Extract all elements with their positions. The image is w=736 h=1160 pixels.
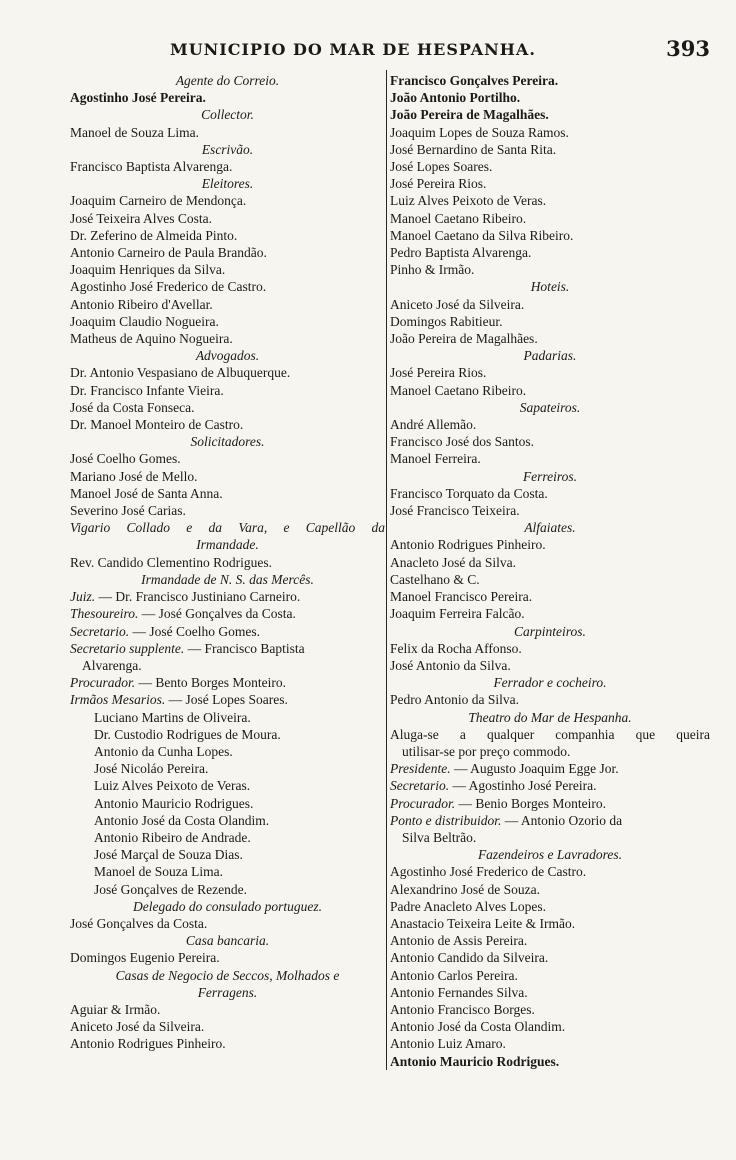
list-item: José Antonio da Silva. <box>390 657 511 673</box>
list-item: Antonio Fernandes Silva. <box>390 984 528 1000</box>
member-name: Antonio Ribeiro de Andrade. <box>94 829 251 845</box>
list-item: Aniceto José da Silveira. <box>390 296 525 312</box>
member-name: José Nicoláo Pereira. <box>94 761 209 777</box>
role-label: Thesoureiro. <box>70 606 139 622</box>
running-title: MUNICIPIO DO MAR DE HESPANHA. <box>170 40 536 59</box>
member-name: Manoel de Souza Lima. <box>94 864 223 880</box>
list-item: Pinho & Irmão. <box>390 262 475 278</box>
section-heading: Vigario Collado e da Vara, e Capellão da <box>70 520 385 536</box>
list-item: Francisco Baptista Alvarenga. <box>70 159 233 175</box>
section-heading: Irmandade. <box>196 537 259 553</box>
role-entry <box>70 623 385 640</box>
section-heading: Solicitadores. <box>190 434 265 450</box>
member-name: Antonio José da Costa Olandim. <box>94 812 270 828</box>
list-item: Antonio Rodrigues Pinheiro. <box>390 537 546 553</box>
role-label: Presidente. <box>390 761 451 777</box>
section-heading: Irmandade de N. S. das Mercês. <box>141 571 314 587</box>
list-item: Francisco José dos Santos. <box>390 434 534 450</box>
section-heading: Ferreiros. <box>522 468 578 484</box>
section-heading: Ferragens. <box>197 984 258 1000</box>
list-item: João Antonio Portilho. <box>390 90 521 106</box>
list-item: Anastacio Teixeira Leite & Irmão. <box>390 915 576 931</box>
role-holder: — José Gonçalves da Costa. <box>138 606 296 622</box>
role-holder: — José Lopes Soares. <box>165 692 288 708</box>
list-item: Francisco Torquato da Costa. <box>390 485 548 501</box>
role-label: Juiz. <box>70 589 96 605</box>
list-item: Manoel Caetano Ribeiro. <box>390 210 527 226</box>
continuation-line: Alvarenga. <box>82 657 142 673</box>
list-item: Alexandrino José de Souza. <box>390 881 540 897</box>
role-holder: — Antonio Ozorio da <box>501 812 623 828</box>
role-label: Secretario. <box>390 778 450 794</box>
member-name: Antonio Mauricio Rodrigues. <box>94 795 254 811</box>
list-item: Antonio Francisco Borges. <box>390 1001 535 1017</box>
list-item: Joaquim Lopes de Souza Ramos. <box>390 124 569 140</box>
role-holder: — Agostinho José Pereira. <box>449 778 597 794</box>
list-item: Severino José Carias. <box>70 503 186 519</box>
role-label: Secretario supplente. <box>70 640 185 656</box>
member-name: José Gonçalves de Rezende. <box>94 881 247 897</box>
member-name: Antonio da Cunha Lopes. <box>94 743 233 759</box>
member-name: Luciano Martins de Oliveira. <box>94 709 251 725</box>
role-entry <box>390 812 710 829</box>
list-item: Rev. Candido Clementino Rodrigues. <box>70 554 272 570</box>
list-item: Dr. Zeferino de Almeida Pinto. <box>70 227 238 243</box>
list-item: Dr. Francisco Infante Vieira. <box>70 382 224 398</box>
list-item: Domingos Eugenio Pereira. <box>70 950 220 966</box>
section-heading: Casa bancaria. <box>185 933 270 949</box>
page-number: 393 <box>666 36 710 61</box>
section-heading: Casas de Negocio de Seccos, Molhados e <box>115 967 340 983</box>
role-entry <box>390 795 710 812</box>
section-heading: Hoteis. <box>530 279 570 295</box>
role-label: Secretario. <box>70 623 130 639</box>
role-holder: — Dr. Francisco Justiniano Carneiro. <box>95 589 301 605</box>
role-entry <box>70 588 385 605</box>
role-entry <box>70 674 385 691</box>
role-entry <box>70 605 385 622</box>
list-item: Aguiar & Irmão. <box>70 1001 161 1017</box>
section-heading: Delegado do consulado portuguez. <box>133 898 322 914</box>
list-item: Pedro Antonio da Silva. <box>390 692 519 708</box>
list-item: Castelhano & C. <box>390 571 480 587</box>
role-label: Ponto e distribuidor. <box>390 812 502 828</box>
list-item: José Lopes Soares. <box>390 159 493 175</box>
continuation-line: Silva Beltrão. <box>402 829 477 845</box>
list-item: Felix da Rocha Affonso. <box>390 640 522 656</box>
list-item: Agostinho José Frederico de Castro. <box>70 279 267 295</box>
list-item: Antonio Luiz Amaro. <box>390 1036 506 1052</box>
list-item: André Allemão. <box>390 417 477 433</box>
list-item: Domingos Rabitieur. <box>390 313 503 329</box>
list-item: José Pereira Rios. <box>390 365 487 381</box>
list-item: João Pereira de Magalhães. <box>390 107 549 123</box>
role-holder: — Francisco Baptista <box>184 640 305 656</box>
list-item: Padre Anacleto Alves Lopes. <box>390 898 546 914</box>
section-heading: Advogados. <box>195 348 260 364</box>
list-item: Manoel de Souza Lima. <box>70 124 199 140</box>
list-item: Joaquim Claudio Nogueira. <box>70 313 219 329</box>
list-item: Aniceto José da Silveira. <box>70 1019 205 1035</box>
list-item: José Bernardino de Santa Rita. <box>390 141 557 157</box>
list-item: Anacleto José da Silva. <box>390 554 516 570</box>
member-name: Luiz Alves Peixoto de Veras. <box>94 778 251 794</box>
role-entry <box>70 640 385 657</box>
role-holder: — Augusto Joaquim Egge Jor. <box>450 761 619 777</box>
member-name: Dr. Custodio Rodrigues de Moura. <box>94 726 281 742</box>
list-item: Antonio José da Costa Olandim. <box>390 1019 566 1035</box>
section-heading: Agente do Correio. <box>175 73 280 88</box>
section-heading: Ferrador e cocheiro. <box>493 675 607 691</box>
role-holder: — Bento Borges Monteiro. <box>135 675 287 691</box>
right-column <box>390 72 710 1070</box>
role-holder: — Benio Borges Monteiro. <box>455 795 607 811</box>
list-item: Matheus de Aquino Nogueira. <box>70 331 233 347</box>
list-item: José Pereira Rios. <box>390 176 487 192</box>
list-item: Pedro Baptista Alvarenga. <box>390 245 532 261</box>
list-item: Joaquim Henriques da Silva. <box>70 262 226 278</box>
section-heading: Escrivão. <box>201 141 254 157</box>
list-item: Joaquim Carneiro de Mendonça. <box>70 193 247 209</box>
section-heading: Alfaiates. <box>524 520 576 536</box>
page-header <box>60 36 710 66</box>
list-item: Agostinho José Frederico de Castro. <box>390 864 587 880</box>
list-item: José da Costa Fonseca. <box>70 399 195 415</box>
list-item: Manoel Caetano da Silva Ribeiro. <box>390 227 574 243</box>
list-item: Manoel Francisco Pereira. <box>390 589 533 605</box>
list-item: Antonio Rodrigues Pinheiro. <box>70 1036 226 1052</box>
list-item: João Pereira de Magalhães. <box>390 331 538 347</box>
list-item: Dr. Antonio Vespasiano de Albuquerque. <box>70 365 291 381</box>
section-heading: Theatro do Mar de Hespanha. <box>468 709 632 725</box>
continuation-line: utilisar-se por preço commodo. <box>402 743 571 759</box>
list-item: Agostinho José Pereira. <box>70 90 206 106</box>
member-name: José Marçal de Souza Dias. <box>94 847 243 863</box>
section-heading: Eleitores. <box>201 176 254 192</box>
section-heading: Padarias. <box>523 348 577 364</box>
list-item: Dr. Manoel Monteiro de Castro. <box>70 417 244 433</box>
role-entry <box>390 777 710 794</box>
left-column <box>70 72 385 1053</box>
section-heading: Sapateiros. <box>519 399 581 415</box>
list-item: Antonio Ribeiro d'Avellar. <box>70 296 213 312</box>
list-item: Joaquim Ferreira Falcão. <box>390 606 525 622</box>
list-item: José Teixeira Alves Costa. <box>70 210 213 226</box>
list-item: Mariano José de Mello. <box>70 468 198 484</box>
list-item: Antonio Mauricio Rodrigues. <box>390 1053 560 1069</box>
list-item: Manoel Ferreira. <box>390 451 481 467</box>
role-entry <box>390 760 710 777</box>
notice-text: Aluga-se a qualquer companhia que queira <box>390 726 710 742</box>
list-item: José Gonçalves da Costa. <box>70 915 208 931</box>
section-heading: Carpinteiros. <box>514 623 586 639</box>
role-label: Procurador. <box>390 795 456 811</box>
list-item: Antonio Carlos Pereira. <box>390 967 518 983</box>
role-label: Procurador. <box>70 675 136 691</box>
list-item: Antonio de Assis Pereira. <box>390 933 528 949</box>
list-item: Manoel Caetano Ribeiro. <box>390 382 527 398</box>
section-heading: Collector. <box>201 107 254 123</box>
list-item: Luiz Alves Peixoto de Veras. <box>390 193 547 209</box>
section-heading: Fazendeiros e Lavradores. <box>477 847 623 863</box>
list-item: Antonio Candido da Silveira. <box>390 950 549 966</box>
role-entry <box>70 691 385 708</box>
list-item: Manoel José de Santa Anna. <box>70 485 223 501</box>
column-divider <box>386 70 387 1070</box>
list-item: Antonio Carneiro de Paula Brandão. <box>70 245 267 261</box>
role-label: Irmãos Mesarios. <box>70 692 166 708</box>
list-item: Francisco Gonçalves Pereira. <box>390 73 559 88</box>
list-item: José Coelho Gomes. <box>70 451 181 467</box>
list-item: José Francisco Teixeira. <box>390 503 520 519</box>
role-holder: — José Coelho Gomes. <box>129 623 260 639</box>
